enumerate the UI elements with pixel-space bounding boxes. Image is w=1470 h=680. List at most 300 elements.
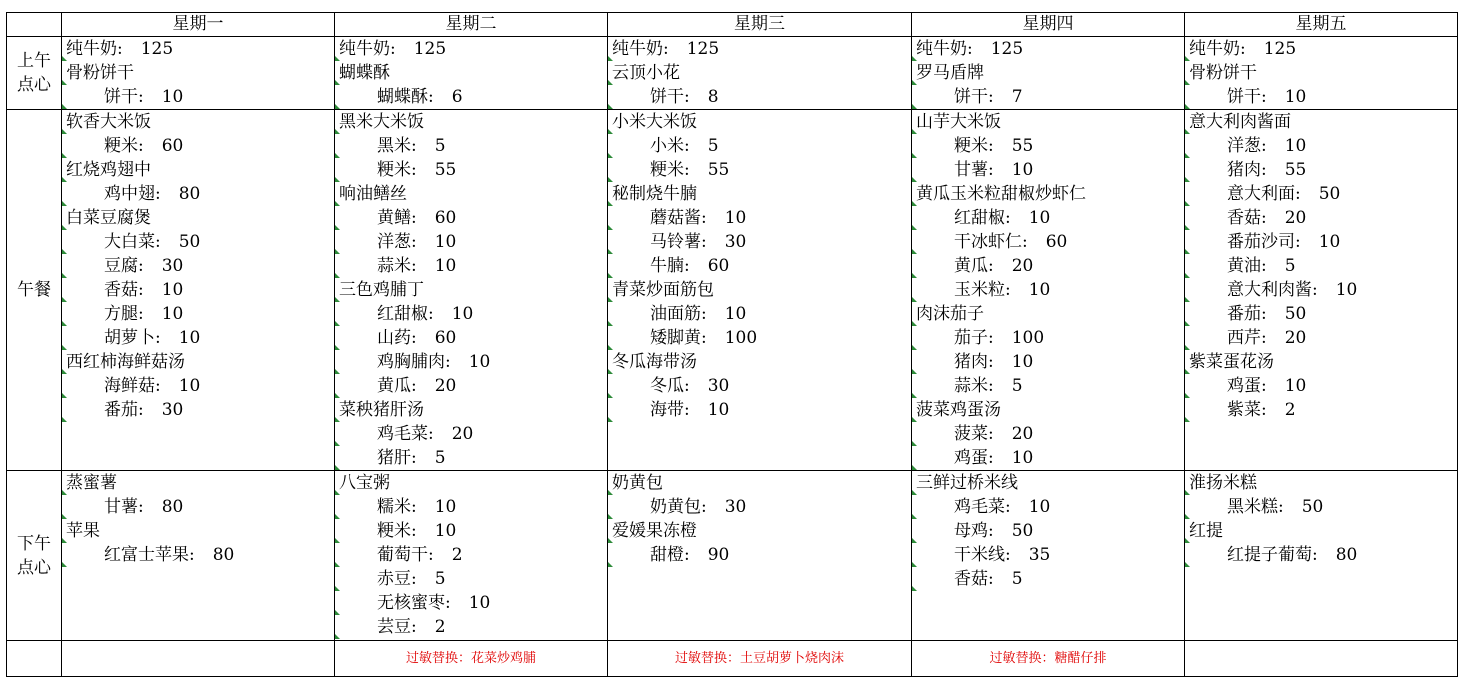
- ingredient-amount: 10: [1011, 352, 1034, 372]
- ingredient-name: 牛腩:: [650, 256, 690, 276]
- ingredient-name: 黄瓜:: [377, 376, 417, 396]
- dish-line: [62, 61, 334, 85]
- ingredient-amount: 10: [468, 352, 491, 372]
- dish-name: 小米大米饭: [612, 112, 697, 132]
- cell-marker-icon: [1185, 562, 1190, 567]
- ingredient-amount: 50: [1011, 521, 1034, 541]
- corner-cell: [7, 13, 62, 37]
- ingredient-line: [608, 326, 911, 350]
- ingredient-name: 饼干:: [104, 87, 144, 107]
- ingredient-amount: 5: [1011, 569, 1023, 589]
- ingredient-amount: 100: [724, 328, 758, 348]
- ingredient-line: [912, 446, 1184, 470]
- ingredient-line: [335, 519, 607, 543]
- ingredient-amount: 10: [1284, 376, 1307, 396]
- day-header: 星期一: [62, 13, 335, 37]
- dish-name: 菜秧猪肝汤: [339, 400, 424, 420]
- meal-label: [7, 471, 62, 641]
- ingredient-amount: 10: [161, 87, 184, 107]
- ingredient-amount: 10: [724, 304, 747, 324]
- meal-label-line: 下午: [17, 533, 51, 554]
- ingredient-line: [335, 230, 607, 254]
- ingredient-amount: 20: [1284, 208, 1307, 228]
- dish-name: 红提: [1189, 521, 1223, 541]
- dish-name: 三鲜过桥米线: [916, 473, 1018, 493]
- menu-cell: [62, 37, 335, 110]
- ingredient-line: [335, 567, 607, 591]
- ingredient-name: 红甜椒:: [954, 208, 1011, 228]
- ingredient-name: 红提子葡萄:: [1227, 545, 1318, 565]
- ingredient-amount: 55: [1011, 136, 1034, 156]
- ingredient-name: 矮脚黄:: [650, 328, 707, 348]
- ingredient-line: [912, 422, 1184, 446]
- ingredient-name: 鸡胸脯肉:: [377, 352, 451, 372]
- ingredient-amount: 2: [434, 617, 446, 637]
- dish-name: 白菜豆腐煲: [66, 208, 151, 228]
- allergy-note: 过敏替换：花菜炒鸡脯: [335, 641, 608, 677]
- ingredient-amount: 10: [178, 376, 201, 396]
- ingredient-name: 饼干:: [1227, 87, 1267, 107]
- ingredient-line: [62, 278, 334, 302]
- ingredient-amount: 5: [434, 136, 446, 156]
- ingredient-name: 蝴蝶酥:: [377, 87, 434, 107]
- ingredient-amount: 2: [1284, 400, 1296, 420]
- cell-marker-icon: [335, 465, 340, 470]
- ingredient-name: 茄子:: [954, 328, 994, 348]
- header-row: [7, 13, 1458, 37]
- dish-name: 响油鳝丝: [339, 184, 407, 204]
- cell-marker-icon: [1185, 417, 1190, 422]
- ingredient-amount: 10: [1028, 208, 1051, 228]
- ingredient-line: [335, 446, 607, 470]
- ingredient-line: [1185, 206, 1457, 230]
- ingredient-amount: 80: [1335, 545, 1358, 565]
- ingredient-line: [912, 519, 1184, 543]
- ingredient-amount: 10: [724, 208, 747, 228]
- ingredient-line: [335, 543, 607, 567]
- menu-cell: [335, 110, 608, 471]
- ingredient-name: 海带:: [650, 400, 690, 420]
- dish-line: [608, 350, 911, 374]
- ingredient-name: 鸡中翅:: [104, 184, 161, 204]
- allergy-note: 过敏替换：土豆胡萝卜烧肉沫: [608, 641, 912, 677]
- ingredient-name: 意大利肉酱:: [1227, 280, 1318, 300]
- ingredient-amount: 10: [1284, 136, 1307, 156]
- dish-line: [912, 182, 1184, 206]
- ingredient-line: [608, 302, 911, 326]
- morning-snack-row: [7, 37, 1458, 110]
- ingredient-amount: 10: [434, 232, 457, 252]
- dish-name: 云顶小花: [612, 63, 680, 83]
- ingredient-line: [62, 254, 334, 278]
- ingredient-line: [335, 85, 607, 109]
- ingredient-name: 干米线:: [954, 545, 1011, 565]
- meal-label-line: 上午: [17, 51, 51, 71]
- ingredient-amount: 125: [413, 39, 447, 59]
- ingredient-amount: 10: [178, 328, 201, 348]
- ingredient-line: [1185, 398, 1457, 422]
- weekly-menu-table: [6, 12, 1458, 677]
- dish-name: 纯牛奶:: [916, 39, 973, 59]
- ingredient-name: 粳米:: [650, 160, 690, 180]
- ingredient-name: 豆腐:: [104, 256, 144, 276]
- meal-label-line: 午餐: [17, 280, 51, 300]
- menu-cell: [912, 110, 1185, 471]
- ingredient-line: [912, 278, 1184, 302]
- ingredient-amount: 10: [434, 497, 457, 517]
- cell-marker-icon: [62, 417, 67, 422]
- cell-marker-icon: [62, 562, 67, 567]
- ingredient-amount: 10: [1011, 448, 1034, 468]
- dish-name: 纯牛奶:: [612, 39, 669, 59]
- ingredient-name: 蒜米:: [954, 376, 994, 396]
- dish-name: 罗马盾牌: [916, 63, 984, 83]
- ingredient-name: 小米:: [650, 136, 690, 156]
- ingredient-amount: 5: [1284, 256, 1296, 276]
- dish-line: [1185, 350, 1457, 374]
- ingredient-line: [912, 134, 1184, 158]
- dish-line: [912, 110, 1184, 134]
- menu-cell: [62, 110, 335, 471]
- ingredient-amount: 100: [1011, 328, 1045, 348]
- ingredient-amount: 10: [1028, 497, 1051, 517]
- ingredient-amount: 10: [468, 593, 491, 613]
- dish-line: [62, 350, 334, 374]
- ingredient-line: [62, 398, 334, 422]
- dish-line: [335, 182, 607, 206]
- dish-line: [335, 398, 607, 422]
- ingredient-line: [1185, 278, 1457, 302]
- ingredient-name: 红甜椒:: [377, 304, 434, 324]
- ingredient-line: [335, 302, 607, 326]
- ingredient-name: 粳米:: [377, 521, 417, 541]
- ingredient-line: [62, 495, 334, 519]
- dish-line: [62, 110, 334, 134]
- ingredient-amount: 5: [707, 136, 719, 156]
- ingredient-line: [912, 350, 1184, 374]
- dish-name: 山芋大米饭: [916, 112, 1001, 132]
- ingredient-amount: 10: [451, 304, 474, 324]
- ingredient-line: [335, 158, 607, 182]
- ingredient-name: 方腿:: [104, 304, 144, 324]
- ingredient-name: 鸡毛菜:: [954, 497, 1011, 517]
- ingredient-line: [335, 374, 607, 398]
- allergy-label-cell: [7, 641, 62, 677]
- day-header: 星期五: [1185, 13, 1458, 37]
- ingredient-amount: 10: [1284, 87, 1307, 107]
- dish-name: 苹果: [66, 521, 100, 541]
- dish-line: [1185, 471, 1457, 495]
- dish-name: 肉沫茄子: [916, 304, 984, 324]
- dish-line: [608, 110, 911, 134]
- ingredient-name: 饼干:: [954, 87, 994, 107]
- menu-cell: [608, 471, 912, 641]
- ingredient-amount: 10: [161, 280, 184, 300]
- dish-line: [62, 37, 334, 61]
- ingredient-amount: 5: [434, 569, 446, 589]
- lunch-row: [7, 110, 1458, 471]
- ingredient-name: 冬瓜:: [650, 376, 690, 396]
- ingredient-line: [335, 254, 607, 278]
- ingredient-amount: 5: [1011, 376, 1023, 396]
- ingredient-amount: 80: [212, 545, 235, 565]
- cell-marker-icon: [912, 104, 917, 109]
- ingredient-name: 黑米糕:: [1227, 497, 1284, 517]
- dish-line: [912, 61, 1184, 85]
- ingredient-amount: 10: [161, 304, 184, 324]
- dish-line: [1185, 519, 1457, 543]
- ingredient-name: 饼干:: [650, 87, 690, 107]
- ingredient-amount: 10: [434, 521, 457, 541]
- ingredient-line: [335, 206, 607, 230]
- allergy-note: [62, 641, 335, 677]
- ingredient-line: [335, 615, 607, 639]
- ingredient-line: [62, 374, 334, 398]
- meal-label: [7, 110, 62, 471]
- cell-marker-icon: [912, 465, 917, 470]
- ingredient-amount: 90: [707, 545, 730, 565]
- dish-name: 骨粉饼干: [1189, 63, 1257, 83]
- ingredient-amount: 20: [434, 376, 457, 396]
- dish-line: [335, 37, 607, 61]
- ingredient-line: [912, 543, 1184, 567]
- ingredient-line: [335, 495, 607, 519]
- ingredient-line: [335, 591, 607, 615]
- menu-cell: [1185, 110, 1458, 471]
- ingredient-name: 甘薯:: [104, 497, 144, 517]
- ingredient-amount: 10: [434, 256, 457, 276]
- ingredient-line: [1185, 134, 1457, 158]
- ingredient-line: [335, 422, 607, 446]
- ingredient-amount: 10: [1028, 280, 1051, 300]
- dish-name: 三色鸡脯丁: [339, 280, 424, 300]
- dish-name: 纯牛奶:: [1189, 39, 1246, 59]
- menu-cell: [1185, 471, 1458, 641]
- ingredient-name: 蘑菇酱:: [650, 208, 707, 228]
- ingredient-line: [912, 206, 1184, 230]
- ingredient-name: 猪肉:: [954, 352, 994, 372]
- meal-label-line: 点心: [17, 75, 51, 95]
- ingredient-line: [1185, 495, 1457, 519]
- dish-name: 黑米大米饭: [339, 112, 424, 132]
- ingredient-name: 海鲜菇:: [104, 376, 161, 396]
- dish-line: [608, 471, 911, 495]
- dish-line: [912, 471, 1184, 495]
- ingredient-amount: 50: [178, 232, 201, 252]
- cell-marker-icon: [335, 104, 340, 109]
- ingredient-amount: 55: [1284, 160, 1307, 180]
- ingredient-amount: 60: [707, 256, 730, 276]
- ingredient-amount: 50: [1301, 497, 1324, 517]
- ingredient-name: 香菇:: [1227, 208, 1267, 228]
- ingredient-line: [62, 543, 334, 567]
- ingredient-amount: 55: [434, 160, 457, 180]
- ingredient-line: [608, 85, 911, 109]
- ingredient-name: 黄鳝:: [377, 208, 417, 228]
- ingredient-amount: 2: [451, 545, 463, 565]
- ingredient-line: [62, 230, 334, 254]
- dish-name: 纯牛奶:: [339, 39, 396, 59]
- ingredient-line: [62, 302, 334, 326]
- menu-cell: [335, 37, 608, 110]
- dish-line: [912, 302, 1184, 326]
- dish-name: 纯牛奶:: [66, 39, 123, 59]
- ingredient-name: 母鸡:: [954, 521, 994, 541]
- ingredient-line: [62, 182, 334, 206]
- dish-name: 蝴蝶酥: [339, 63, 390, 83]
- dish-name: 紫菜蛋花汤: [1189, 352, 1274, 372]
- ingredient-amount: 30: [161, 400, 184, 420]
- ingredient-line: [608, 398, 911, 422]
- ingredient-amount: 10: [707, 400, 730, 420]
- allergy-note: [1185, 641, 1458, 677]
- ingredient-line: [62, 134, 334, 158]
- ingredient-line: [608, 134, 911, 158]
- dish-name: 爱媛果冻橙: [612, 521, 697, 541]
- ingredient-amount: 60: [1045, 232, 1068, 252]
- ingredient-name: 奶黄包:: [650, 497, 707, 517]
- ingredient-name: 赤豆:: [377, 569, 417, 589]
- ingredient-name: 鸡蛋:: [954, 448, 994, 468]
- ingredient-amount: 30: [161, 256, 184, 276]
- ingredient-amount: 60: [434, 328, 457, 348]
- ingredient-amount: 10: [1318, 232, 1341, 252]
- meal-label: [7, 37, 62, 110]
- day-header: 星期三: [608, 13, 912, 37]
- ingredient-line: [912, 230, 1184, 254]
- cell-marker-icon: [1185, 104, 1190, 109]
- ingredient-name: 红富士苹果:: [104, 545, 195, 565]
- dish-name: 红烧鸡翅中: [66, 160, 151, 180]
- ingredient-line: [62, 85, 334, 109]
- ingredient-name: 山药:: [377, 328, 417, 348]
- dish-line: [912, 37, 1184, 61]
- ingredient-name: 油面筋:: [650, 304, 707, 324]
- ingredient-name: 黄油:: [1227, 256, 1267, 276]
- ingredient-amount: 60: [434, 208, 457, 228]
- ingredient-amount: 20: [1284, 328, 1307, 348]
- ingredient-amount: 30: [724, 497, 747, 517]
- dish-name: 奶黄包: [612, 473, 663, 493]
- ingredient-amount: 7: [1011, 87, 1023, 107]
- dish-name: 青菜炒面筋包: [612, 280, 714, 300]
- ingredient-name: 粳米:: [104, 136, 144, 156]
- ingredient-amount: 125: [140, 39, 174, 59]
- menu-cell: [608, 37, 912, 110]
- dish-line: [1185, 61, 1457, 85]
- ingredient-line: [1185, 230, 1457, 254]
- menu-cell: [62, 471, 335, 641]
- ingredient-line: [912, 326, 1184, 350]
- ingredient-name: 无核蜜枣:: [377, 593, 451, 613]
- ingredient-line: [608, 254, 911, 278]
- ingredient-amount: 80: [161, 497, 184, 517]
- ingredient-name: 甘薯:: [954, 160, 994, 180]
- ingredient-amount: 30: [724, 232, 747, 252]
- ingredient-line: [608, 374, 911, 398]
- ingredient-name: 大白菜:: [104, 232, 161, 252]
- ingredient-name: 糯米:: [377, 497, 417, 517]
- ingredient-amount: 55: [707, 160, 730, 180]
- ingredient-name: 黑米:: [377, 136, 417, 156]
- dish-name: 八宝粥: [339, 473, 390, 493]
- menu-cell: [335, 471, 608, 641]
- ingredient-line: [1185, 374, 1457, 398]
- ingredient-line: [608, 206, 911, 230]
- meal-label-line: 点心: [17, 557, 51, 578]
- ingredient-name: 芸豆:: [377, 617, 417, 637]
- ingredient-line: [335, 350, 607, 374]
- ingredient-name: 洋葱:: [377, 232, 417, 252]
- ingredient-line: [912, 567, 1184, 591]
- dish-line: [62, 519, 334, 543]
- ingredient-line: [335, 134, 607, 158]
- ingredient-line: [335, 326, 607, 350]
- dish-name: 骨粉饼干: [66, 63, 134, 83]
- ingredient-name: 蒜米:: [377, 256, 417, 276]
- dish-line: [912, 398, 1184, 422]
- ingredient-amount: 5: [434, 448, 446, 468]
- ingredient-line: [1185, 85, 1457, 109]
- cell-marker-icon: [335, 634, 340, 639]
- dish-name: 软香大米饭: [66, 112, 151, 132]
- ingredient-line: [912, 158, 1184, 182]
- ingredient-name: 玉米粒:: [954, 280, 1011, 300]
- cell-marker-icon: [608, 104, 613, 109]
- ingredient-line: [1185, 182, 1457, 206]
- ingredient-name: 番茄:: [104, 400, 144, 420]
- allergy-row: [7, 641, 1458, 677]
- dish-line: [62, 158, 334, 182]
- ingredient-name: 干冰虾仁:: [954, 232, 1028, 252]
- ingredient-name: 鸡毛菜:: [377, 424, 434, 444]
- ingredient-line: [912, 374, 1184, 398]
- dish-name: 蒸蜜薯: [66, 473, 117, 493]
- dish-line: [335, 278, 607, 302]
- afternoon-snack-row: [7, 471, 1458, 641]
- dish-line: [335, 110, 607, 134]
- ingredient-amount: 125: [686, 39, 720, 59]
- ingredient-line: [608, 495, 911, 519]
- dish-name: 意大利肉酱面: [1189, 112, 1291, 132]
- ingredient-amount: 35: [1028, 545, 1051, 565]
- cell-marker-icon: [912, 586, 917, 591]
- ingredient-line: [912, 254, 1184, 278]
- ingredient-amount: 125: [990, 39, 1024, 59]
- ingredient-line: [1185, 302, 1457, 326]
- dish-name: 黄瓜玉米粒甜椒炒虾仁: [916, 184, 1086, 204]
- ingredient-amount: 125: [1263, 39, 1297, 59]
- ingredient-name: 粳米:: [377, 160, 417, 180]
- ingredient-line: [1185, 158, 1457, 182]
- ingredient-line: [608, 158, 911, 182]
- ingredient-name: 胡萝卜:: [104, 328, 161, 348]
- ingredient-amount: 6: [451, 87, 463, 107]
- dish-line: [608, 182, 911, 206]
- ingredient-name: 甜橙:: [650, 545, 690, 565]
- dish-line: [608, 61, 911, 85]
- dish-line: [1185, 110, 1457, 134]
- ingredient-name: 意大利面:: [1227, 184, 1301, 204]
- day-header: 星期四: [912, 13, 1185, 37]
- ingredient-line: [608, 543, 911, 567]
- dish-line: [62, 206, 334, 230]
- allergy-note: 过敏替换：糖醋仔排: [912, 641, 1185, 677]
- dish-line: [335, 61, 607, 85]
- dish-line: [608, 278, 911, 302]
- ingredient-amount: 20: [451, 424, 474, 444]
- dish-name: 秘制烧牛腩: [612, 184, 697, 204]
